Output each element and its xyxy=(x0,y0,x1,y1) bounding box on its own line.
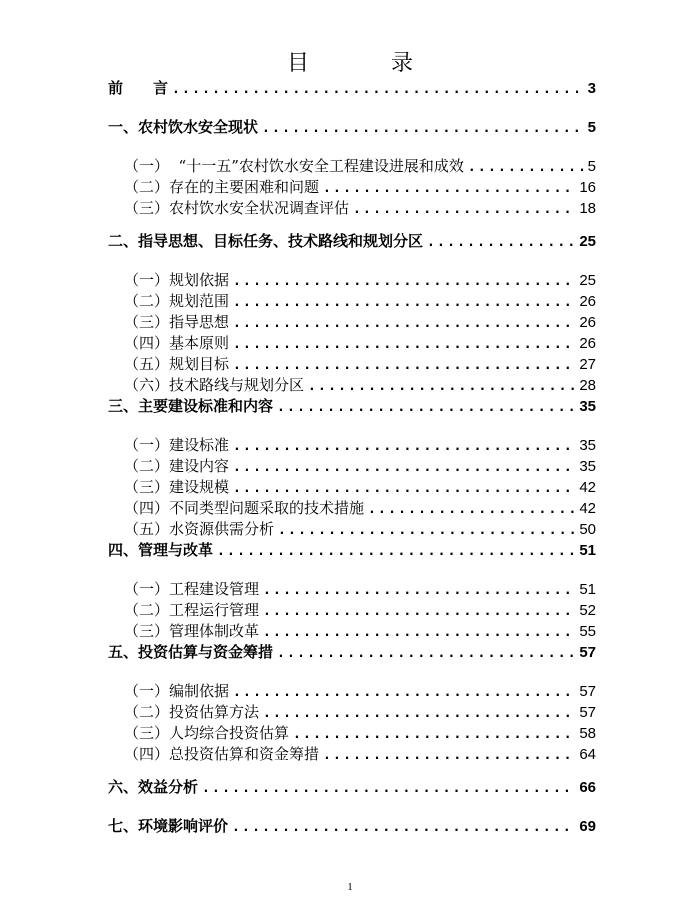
toc-entry-label: （四）不同类型问题采取的技术措施 xyxy=(124,499,365,517)
toc-entry-page: 27 xyxy=(579,356,596,373)
toc-entry-section-5[interactable] xyxy=(108,642,596,663)
leader-dots xyxy=(233,292,575,313)
leader-dots xyxy=(278,520,575,541)
toc-entry-subsection[interactable] xyxy=(108,312,596,333)
toc-entry-label: （五）规划目标 xyxy=(124,355,230,373)
toc-entry-section-4[interactable] xyxy=(108,540,596,561)
leader-dots xyxy=(233,334,575,355)
toc-entry-label: （一）规划依据 xyxy=(124,271,230,289)
leader-dots xyxy=(368,499,575,520)
toc-entry-label: （三）人均综合投资估算 xyxy=(124,724,290,742)
toc-entry-label: （五）水资源供需分析 xyxy=(124,520,275,538)
page-number: 1 xyxy=(347,881,353,893)
toc-entry-subsection[interactable] xyxy=(108,621,596,642)
toc-entry-label: （四）基本原则 xyxy=(124,334,230,352)
leader-dots xyxy=(233,478,575,499)
toc-entry-label: 前 言 xyxy=(108,79,169,97)
leader-dots xyxy=(233,271,575,292)
toc-entry-page: 51 xyxy=(579,581,596,598)
toc-entry-page: 26 xyxy=(579,314,596,331)
toc-entry-page: 16 xyxy=(579,179,596,196)
toc-entry-label: （三）指导思想 xyxy=(124,313,230,331)
toc-entry-subsection[interactable] xyxy=(108,723,596,744)
toc-entry-page: 25 xyxy=(579,233,596,250)
toc-entry-label: 四、管理与改革 xyxy=(108,541,214,559)
toc-entry-section-7[interactable] xyxy=(108,816,596,837)
toc-entry-page: 26 xyxy=(579,293,596,310)
toc-entry-page: 42 xyxy=(579,500,596,517)
toc-entry-label: （四）总投资估算和资金筹措 xyxy=(124,745,320,763)
toc-entry-section-6[interactable] xyxy=(108,777,596,798)
toc-entry-label: （三）农村饮水安全状况调查评估 xyxy=(124,199,350,217)
toc-entry-label: 六、效益分析 xyxy=(108,778,199,796)
toc-entry-section-1[interactable] xyxy=(108,117,596,138)
leader-dots xyxy=(353,199,575,220)
toc-entry-subsection[interactable] xyxy=(108,354,596,375)
toc-entry-page: 28 xyxy=(579,377,596,394)
toc-entry-subsection[interactable] xyxy=(108,579,596,600)
toc-entry-label: 五、投资估算与资金筹措 xyxy=(108,643,274,661)
toc-entry-subsection[interactable] xyxy=(108,456,596,477)
toc-entry-section-3[interactable] xyxy=(108,396,596,417)
toc-entry-subsection[interactable] xyxy=(108,702,596,723)
toc-entry-page: 52 xyxy=(579,602,596,619)
toc-entry-label: （二）规划范围 xyxy=(124,292,230,310)
toc-entry-subsection[interactable] xyxy=(108,270,596,291)
leader-dots xyxy=(468,157,584,178)
toc-entry-page: 26 xyxy=(579,335,596,352)
toc-entry-subsection[interactable] xyxy=(108,477,596,498)
toc-entry-subsection[interactable] xyxy=(108,744,596,765)
leader-dots xyxy=(172,79,584,100)
leader-dots xyxy=(263,703,575,724)
toc-entry-label: （二）投资估算方法 xyxy=(124,703,260,721)
toc-entry-subsection[interactable] xyxy=(108,156,596,177)
toc-entry-preface[interactable] xyxy=(108,78,596,99)
toc-entry-page: 18 xyxy=(579,200,596,217)
toc-entry-page: 55 xyxy=(579,623,596,640)
toc-entry-page: 51 xyxy=(579,542,596,559)
toc-entry-page: 57 xyxy=(579,704,596,721)
leader-dots xyxy=(233,682,575,703)
leader-dots xyxy=(262,118,584,139)
toc-entry-label: 三、主要建设标准和内容 xyxy=(108,397,274,415)
leader-dots xyxy=(263,622,575,643)
leader-dots xyxy=(277,397,575,418)
toc-entry-page: 5 xyxy=(587,119,596,136)
toc-entry-label: （二）工程运行管理 xyxy=(124,601,260,619)
toc-entry-page: 66 xyxy=(579,779,596,796)
toc-entry-page: 35 xyxy=(579,437,596,454)
leader-dots xyxy=(232,817,575,838)
toc-entry-label: （二）存在的主要困难和问题 xyxy=(124,178,320,196)
toc-entry-label: 一、农村饮水安全现状 xyxy=(108,118,259,136)
toc-entry-label: （一）编制依据 xyxy=(124,682,230,700)
toc-entry-page: 57 xyxy=(579,683,596,700)
leader-dots xyxy=(217,541,575,562)
toc-entry-subsection[interactable] xyxy=(108,375,596,396)
toc-entry-label: （一）建设标准 xyxy=(124,436,230,454)
toc-entry-page: 25 xyxy=(579,272,596,289)
toc-entry-subsection[interactable] xyxy=(108,177,596,198)
toc-entry-subsection[interactable] xyxy=(108,681,596,702)
toc-entry-subsection[interactable] xyxy=(108,498,596,519)
toc-entry-page: 64 xyxy=(579,746,596,763)
leader-dots xyxy=(323,745,575,766)
leader-dots xyxy=(263,601,575,622)
leader-dots xyxy=(308,376,575,397)
toc-entry-page: 57 xyxy=(579,644,596,661)
toc-entry-label: 七、环境影响评价 xyxy=(108,817,229,835)
toc-entry-page: 35 xyxy=(579,458,596,475)
toc-entry-page: 35 xyxy=(579,398,596,415)
toc-entry-subsection[interactable] xyxy=(108,435,596,456)
toc-entry-label: （三）管理体制改革 xyxy=(124,622,260,640)
leader-dots xyxy=(277,643,575,664)
leader-dots xyxy=(293,724,575,745)
toc-entry-label: （三）建设规模 xyxy=(124,478,230,496)
page-title: 目 录 xyxy=(286,51,443,76)
toc-entry-subsection[interactable] xyxy=(108,291,596,312)
toc-entry-subsection[interactable] xyxy=(108,198,596,219)
toc-entry-label: （一）工程建设管理 xyxy=(124,580,260,598)
toc-entry-subsection[interactable] xyxy=(108,333,596,354)
toc-entry-label: 二、指导思想、目标任务、技术路线和规划分区 xyxy=(108,232,424,250)
toc-entry-page: 3 xyxy=(587,80,596,97)
leader-dots xyxy=(233,457,575,478)
leader-dots xyxy=(233,436,575,457)
leader-dots xyxy=(263,580,575,601)
toc-entry-label: （二）建设内容 xyxy=(124,457,230,475)
toc-entry-page: 69 xyxy=(579,818,596,835)
leader-dots xyxy=(202,778,575,799)
toc-entry-subsection[interactable] xyxy=(108,600,596,621)
table-of-contents xyxy=(108,78,596,837)
toc-entry-label: （六）技术路线与规划分区 xyxy=(124,376,305,394)
toc-entry-label: （一） “十一五”农村饮水安全工程建设进展和成效 xyxy=(124,157,464,175)
toc-entry-section-2[interactable] xyxy=(108,231,596,252)
leader-dots xyxy=(427,232,575,253)
toc-entry-page: 5 xyxy=(587,158,596,175)
leader-dots xyxy=(323,178,575,199)
toc-entry-subsection[interactable] xyxy=(108,519,596,540)
leader-dots xyxy=(233,313,575,334)
toc-entry-page: 58 xyxy=(579,725,596,742)
leader-dots xyxy=(233,355,575,376)
toc-entry-page: 42 xyxy=(579,479,596,496)
toc-entry-page: 50 xyxy=(579,521,596,538)
